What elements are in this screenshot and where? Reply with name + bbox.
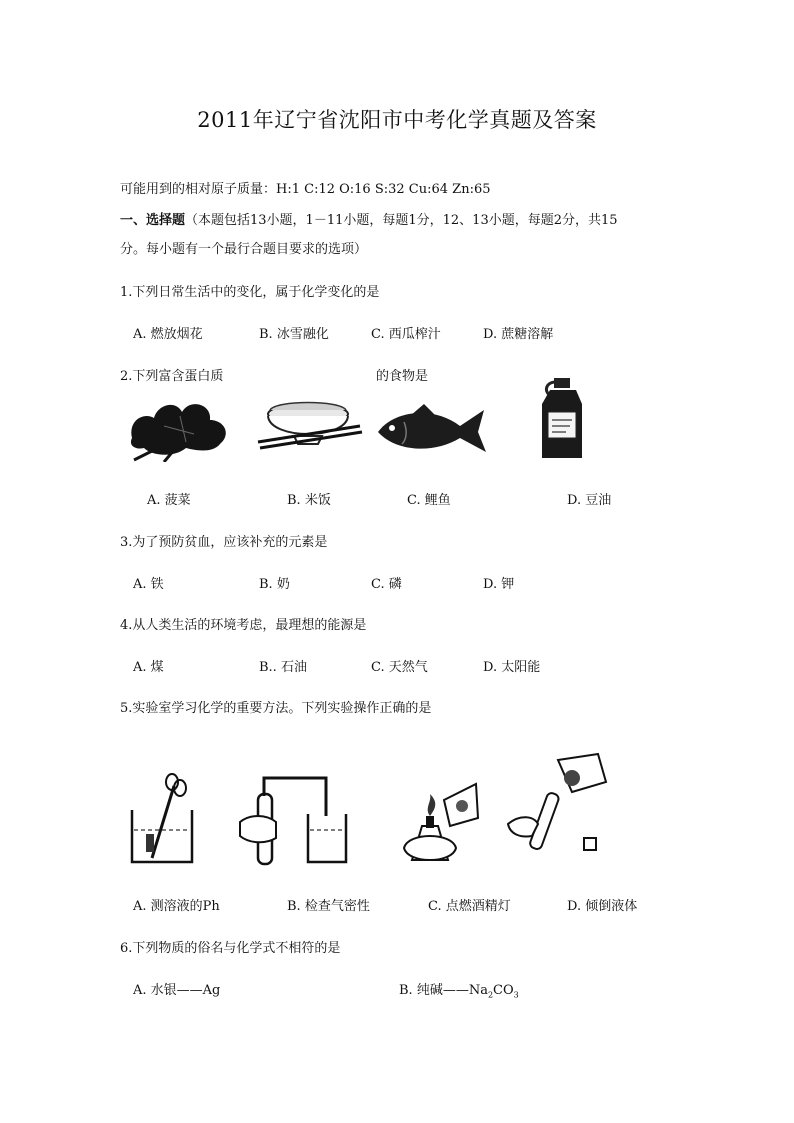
q1-option-b: B. 冰雪融化 <box>259 327 329 342</box>
q1-option-c: C. 西瓜榨汁 <box>371 327 441 342</box>
rice-bowl-icon <box>256 396 364 458</box>
q3-option-b: B. 奶 <box>259 577 290 592</box>
question-2-stem-a: 2.下列富含蛋白质 <box>120 369 224 384</box>
section-intro-line2: 分。每小题有一个最行合题目要求的选项） <box>120 242 368 257</box>
q5-option-c: C. 点燃酒精灯 <box>428 899 511 914</box>
formula-co: CO <box>493 983 514 998</box>
soy-sauce-bottle-icon <box>536 376 590 460</box>
q5-option-b: B. 检查气密性 <box>287 899 370 914</box>
atomic-masses: 可能用到的相对原子质量：H:1 C:12 O:16 S:32 Cu:64 Zn:65 <box>120 182 491 197</box>
q4-option-d: D. 太阳能 <box>483 660 541 675</box>
airtightness-test-icon <box>236 766 352 866</box>
question-5-stem: 5.实验室学习化学的重要方法。下列实验操作正确的是 <box>120 701 432 716</box>
q4-option-a: A. 煤 <box>133 660 164 675</box>
q6-option-b-text: B. 纯碱——Na <box>399 983 488 998</box>
question-1-stem: 1.下列日常生活中的变化，属于化学变化的是 <box>120 285 380 300</box>
q2-option-c: C. 鲤鱼 <box>407 493 451 508</box>
q4-option-b: B.. 石油 <box>259 660 307 675</box>
formula-subscript-2: 2 <box>487 990 494 1000</box>
q6-option-b <box>399 979 519 1000</box>
q2-option-d: D. 豆油 <box>567 493 612 508</box>
fish-icon <box>374 402 492 458</box>
q5-option-a: A. 测溶液的Ph <box>133 899 220 914</box>
page-title: 2011年辽宁省沈阳市中考化学真题及答案 <box>197 108 597 132</box>
question-4-stem: 4.从人类生活的环境考虑，最理想的能源是 <box>120 618 367 633</box>
section-heading: 一、选择题 <box>120 213 186 228</box>
question-2-stem-b: 的食物是 <box>376 369 429 384</box>
q2-option-b: B. 米饭 <box>287 493 331 508</box>
spinach-icon <box>124 390 236 462</box>
formula-subscript-3: 3 <box>513 990 519 1000</box>
q3-option-d: D. 钾 <box>483 577 515 592</box>
q2-option-a: A. 菠菜 <box>147 493 191 508</box>
alcohol-lamp-icon <box>392 778 482 864</box>
q5-option-d: D. 倾倒液体 <box>567 899 638 914</box>
q4-option-c: C. 天然气 <box>371 660 428 675</box>
pour-liquid-icon <box>502 752 610 856</box>
section-intro <box>120 209 618 228</box>
q1-option-d: D. 蔗糖溶解 <box>483 327 554 342</box>
question-6-stem: 6.下列物质的俗名与化学式不相符的是 <box>120 941 341 956</box>
ph-test-icon <box>122 770 212 866</box>
q3-option-c: C. 磷 <box>371 577 402 592</box>
q1-option-a: A. 燃放烟花 <box>133 327 203 342</box>
question-3-stem: 3.为了预防贫血，应该补充的元素是 <box>120 535 328 550</box>
section-intro-line1: （本题包括13小题，1－11小题，每题1分，12、13小题，每题2分，共15 <box>185 213 618 228</box>
q6-option-a: A. 水银——Ag <box>133 983 221 998</box>
q3-option-a: A. 铁 <box>133 577 164 592</box>
